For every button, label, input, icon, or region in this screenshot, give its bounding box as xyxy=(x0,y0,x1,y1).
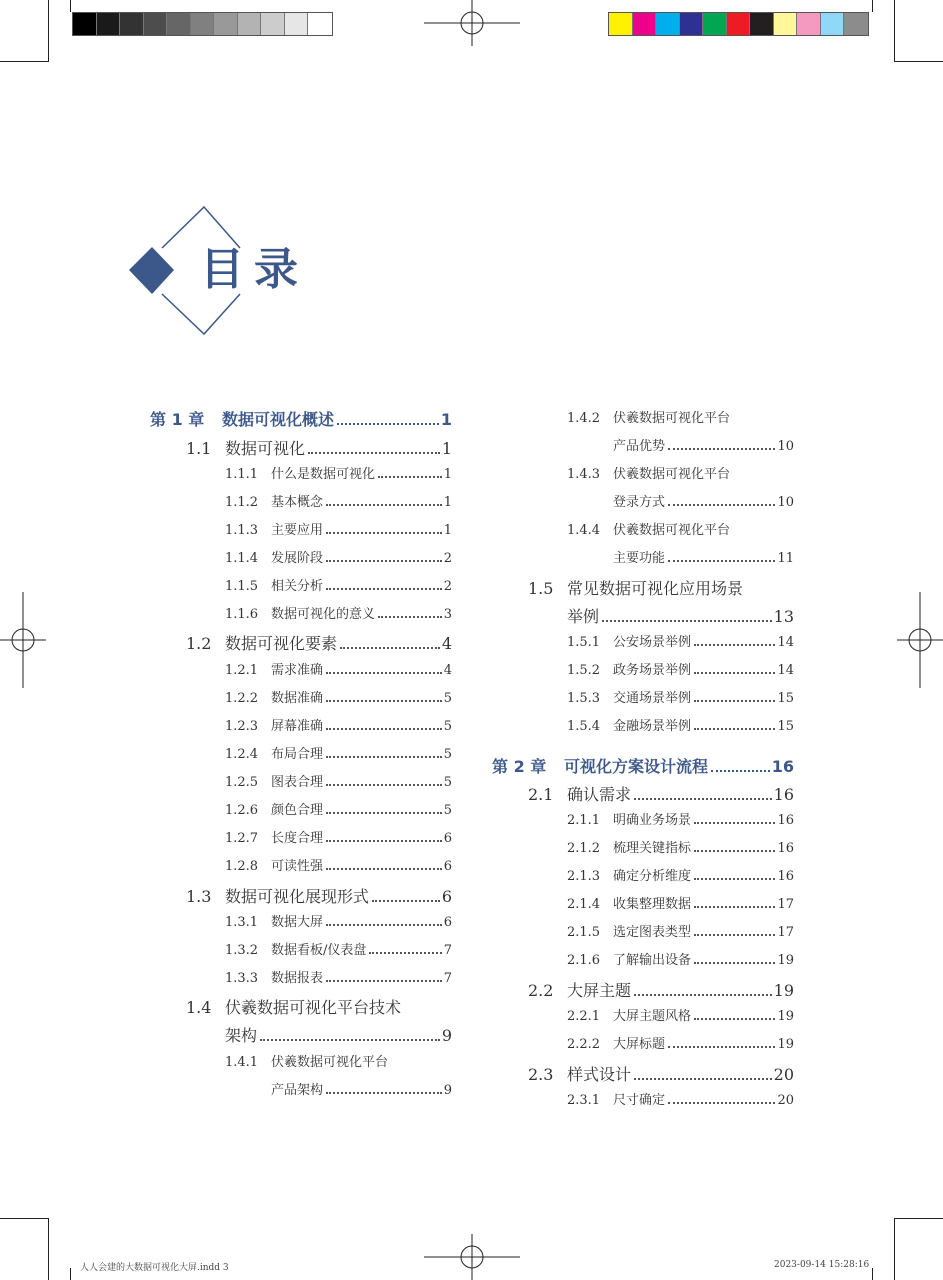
toc-section-1-4-line2[interactable]: 架构 9 xyxy=(225,1026,452,1045)
toc-subsection-1-3-2[interactable]: 1.3.2 数据看板/仪表盘 7 xyxy=(225,943,452,958)
toc-subsection-1-5-2[interactable]: 1.5.2 政务场景举例 14 xyxy=(567,663,794,678)
toc-subsection-1-5-3[interactable]: 1.5.3 交通场景举例 15 xyxy=(567,691,794,706)
toc-subsection-1-2-5[interactable]: 1.2.5 图表合理 5 xyxy=(225,775,452,790)
toc-subsection-1-1-4[interactable]: 1.1.4 发展阶段 2 xyxy=(225,551,452,566)
toc-subsection-1-1-2[interactable]: 1.1.2 基本概念 1 xyxy=(225,495,452,510)
toc-subsection-2-1-1[interactable]: 2.1.1 明确业务场景 16 xyxy=(567,813,794,828)
toc-subsection-2-1-4[interactable]: 2.1.4 收集整理数据 17 xyxy=(567,897,794,912)
toc-section-1-4-line1[interactable]: 1.4 伏羲数据可视化平台技术 xyxy=(186,998,402,1017)
toc-subsection-1-3-1[interactable]: 1.3.1 数据大屏 6 xyxy=(225,915,452,930)
gray-swatch-1 xyxy=(73,13,97,35)
toc-subsection-1-4-4-line2[interactable]: 主要功能 11 xyxy=(613,551,794,566)
toc-section-1-5-line1[interactable]: 1.5 常见数据可视化应用场景 xyxy=(528,579,744,598)
toc-subsection-1-4-1-line1[interactable]: 1.4.1 伏羲数据可视化平台 xyxy=(225,1055,389,1070)
toc-subsection-2-1-2[interactable]: 2.1.2 梳理关键指标 16 xyxy=(567,841,794,856)
toc-subsection-1-4-3-line2[interactable]: 登录方式 10 xyxy=(613,495,794,510)
toc-subsection-2-3-1[interactable]: 2.3.1 尺寸确定 20 xyxy=(567,1093,794,1108)
gray-swatch-4 xyxy=(144,13,168,35)
toc-subsection-1-1-3[interactable]: 1.1.3 主要应用 1 xyxy=(225,523,452,538)
toc-section-1-5-line2[interactable]: 举例 13 xyxy=(567,607,794,626)
registration-mark-bottom xyxy=(424,1234,520,1280)
toc-subsection-1-1-5[interactable]: 1.1.5 相关分析 2 xyxy=(225,579,452,594)
gray-swatch-2 xyxy=(97,13,121,35)
footer-timestamp: 2023-09-14 15:28:16 xyxy=(774,1260,870,1270)
toc-subsection-1-4-2-line1[interactable]: 1.4.2 伏羲数据可视化平台 xyxy=(567,411,731,426)
toc-chapter-2[interactable]: 第 2 章 可视化方案设计流程 16 xyxy=(492,757,794,776)
toc-subsection-1-4-2-line2[interactable]: 产品优势 10 xyxy=(613,439,794,454)
color-swatch-8 xyxy=(774,13,798,35)
gray-swatch-11 xyxy=(308,13,332,35)
toc-section-2-2[interactable]: 2.2 大屏主题 19 xyxy=(528,981,794,1000)
toc-subsection-1-1-6[interactable]: 1.1.6 数据可视化的意义 3 xyxy=(225,607,452,622)
toc-subsection-2-1-3[interactable]: 2.1.3 确定分析维度 16 xyxy=(567,869,794,884)
page-title: 目录 xyxy=(200,244,308,295)
gray-swatch-7 xyxy=(214,13,238,35)
toc-subsection-1-2-6[interactable]: 1.2.6 颜色合理 5 xyxy=(225,803,452,818)
toc-subsection-1-2-2[interactable]: 1.2.2 数据准确 5 xyxy=(225,691,452,706)
color-swatch-10 xyxy=(821,13,845,35)
toc-section-2-1[interactable]: 2.1 确认需求 16 xyxy=(528,785,794,804)
color-swatch-9 xyxy=(797,13,821,35)
gray-swatch-5 xyxy=(167,13,191,35)
color-swatch-1 xyxy=(609,13,633,35)
toc-section-1-3[interactable]: 1.3 数据可视化展现形式 6 xyxy=(186,887,452,906)
toc-subsection-2-2-2[interactable]: 2.2.2 大屏标题 19 xyxy=(567,1037,794,1052)
grayscale-color-bar xyxy=(72,12,333,36)
toc-subsection-1-2-7[interactable]: 1.2.7 长度合理 6 xyxy=(225,831,452,846)
gray-swatch-10 xyxy=(285,13,309,35)
gray-swatch-3 xyxy=(120,13,144,35)
process-color-bar xyxy=(608,12,869,36)
toc-subsection-2-1-5[interactable]: 2.1.5 选定图表类型 17 xyxy=(567,925,794,940)
gray-swatch-9 xyxy=(261,13,285,35)
toc-subsection-1-2-3[interactable]: 1.2.3 屏幕准确 5 xyxy=(225,719,452,734)
registration-mark-top xyxy=(424,0,520,46)
registration-mark-right xyxy=(897,592,943,688)
color-swatch-5 xyxy=(703,13,727,35)
toc-subsection-1-5-4[interactable]: 1.5.4 金融场景举例 15 xyxy=(567,719,794,734)
toc-section-1-1[interactable]: 1.1 数据可视化 1 xyxy=(186,439,452,458)
toc-chapter-1[interactable]: 第 1 章 数据可视化概述 1 xyxy=(150,410,452,429)
color-swatch-11 xyxy=(844,13,868,35)
toc-subsection-1-4-1-line2[interactable]: 产品架构 9 xyxy=(271,1083,452,1098)
color-swatch-7 xyxy=(750,13,774,35)
toc-section-2-3[interactable]: 2.3 样式设计 20 xyxy=(528,1065,794,1084)
toc-subsection-1-1-1[interactable]: 1.1.1 什么是数据可视化 1 xyxy=(225,467,452,482)
gray-swatch-8 xyxy=(238,13,262,35)
toc-subsection-2-1-6[interactable]: 2.1.6 了解输出设备 19 xyxy=(567,953,794,968)
toc-subsection-1-4-4-line1[interactable]: 1.4.4 伏羲数据可视化平台 xyxy=(567,523,731,538)
gray-swatch-6 xyxy=(191,13,215,35)
toc-subsection-2-2-1[interactable]: 2.2.1 大屏主题风格 19 xyxy=(567,1009,794,1024)
color-swatch-3 xyxy=(656,13,680,35)
toc-subsection-1-3-3[interactable]: 1.3.3 数据报表 7 xyxy=(225,971,452,986)
color-swatch-2 xyxy=(633,13,657,35)
toc-subsection-1-4-3-line1[interactable]: 1.4.3 伏羲数据可视化平台 xyxy=(567,467,731,482)
toc-subsection-1-2-8[interactable]: 1.2.8 可读性强 6 xyxy=(225,859,452,874)
toc-section-1-2[interactable]: 1.2 数据可视化要素 4 xyxy=(186,634,452,653)
footer-filename: 人人会建的大数据可视化大屏.indd 3 xyxy=(80,1263,229,1273)
toc-subsection-1-5-1[interactable]: 1.5.1 公安场景举例 14 xyxy=(567,635,794,650)
color-swatch-6 xyxy=(727,13,751,35)
color-swatch-4 xyxy=(680,13,704,35)
toc-subsection-1-2-4[interactable]: 1.2.4 布局合理 5 xyxy=(225,747,452,762)
toc-subsection-1-2-1[interactable]: 1.2.1 需求准确 4 xyxy=(225,663,452,678)
registration-mark-left xyxy=(0,592,46,688)
